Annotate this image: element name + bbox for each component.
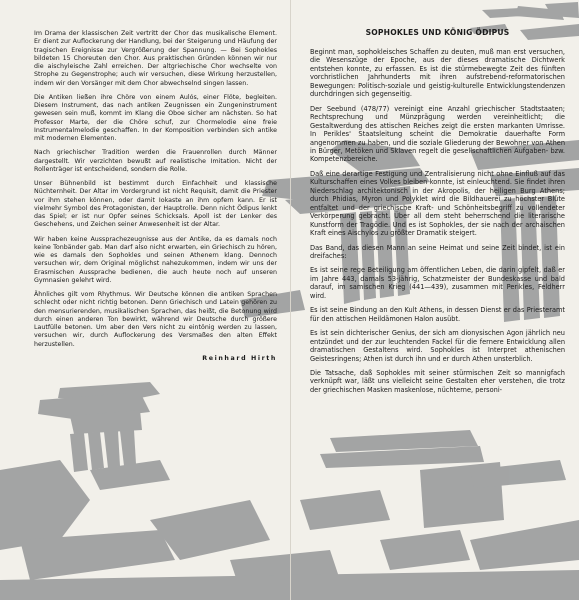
paragraph-threefold-bond: Das Band, das diesen Mann an seine Heimat und seine Zeit bindet, ist ein dreifaches: xyxy=(310,243,565,260)
paragraph-pronunciation: Wir haben keine Aussprachezeugnisse aus der Antike, da es damals noch keine Tonbänder gab. Man darf also nicht erwarten, ein Griechisch zu hören, wie es damals den Sophokles und seinen Athenern klang. Dennoch versuchen wir, dem Original möglichst nahezukommen, indem wir uns der Erasmischen Aussprache bedienen, die auch heute noch auf unseren Gymnasien gelehrt wird. xyxy=(34,235,277,284)
article-title: SOPHOKLES UND KÖNIG ÖDIPUS xyxy=(365,28,510,37)
paragraph-aulos: Die Antiken ließen ihre Chöre von einem Aulós, einer Flöte, begleiten. Diesem Instrument, das nach antiken Zeugnissen ein Zungeninstrument gewesen sein muß, kommt im Klang die Oboe sicher am nächsten. So hat Professor Marte, der die Chöre schuf, zur Chormelodie eine freie Instrumentalmelodie geschaffen. In der Komposition verbinden sich antike mit modernen Elementen. xyxy=(34,93,277,142)
paragraph-genius: Es ist sein dichterischer Genius, der sich am dionysischen Agon jährlich neu entzündet und der zur leuchtenden Fackel für die fernere Entwicklung allen dramatischen Gestaltens wird. Sophokles ist Interpret athenischen Geistesringens; Athen ist durch ihn und er durch Athen unsterblich. xyxy=(310,329,565,363)
paragraph-seebund: Der Seebund (478/77) vereinigt eine Anzahl griechischer Stadtstaaten; Rechtsprechung und Münzprägung werden vereinheitlicht; die Gestaltwerdung des attischen Reiches zeigt die ersten markanten Umrisse. In Perikles' Staatsleitung scheint die Demokratie dauerhafte Form angenommen zu haben, und die soziale Gliederung der Bewohner von Athen in Bürger, Metöken und Sklaven regelt die gesellschaftlichen Aufgaben- bzw. Kompetenzbereiche. xyxy=(310,104,565,164)
paragraph-chorus: Im Drama der klassischen Zeit vertritt der Chor das musikalische Element. Er dient zur Auflockerung der Handlung, bei der Steigerung und Häufung der tragischen Ereignisse zur Vergrößerung der Spannung. — Bei Sophokles bildeten 15 Choreuten den Chor. Aus praktischen Gründen können wir nur die aischyleische Zahl erreichen. Der altgriechische Chor wechselte von Strophe zu Gegenstrophe; auch wir versuchen, diese Wirkung herzustellen, indem wir den Vorsänger mit dem Chor abwechselnd singen lassen. xyxy=(34,30,277,87)
paragraph-public-life: Es ist seine rege Beteiligung am öffentlichen Leben, die darin gipfelt, daß er im Jahre 443, damals 53-jährig, Schatzmeister der Bundeskasse und bald darauf, im samischen Krieg (441—439), zusammen mit Perikles, Feldherr wird. xyxy=(310,266,565,300)
right-text-column xyxy=(310,48,565,400)
center-fold-line xyxy=(290,0,291,600)
left-text-column xyxy=(34,30,277,369)
paragraph-cult: Es ist seine Bindung an den Kult Athens, in dessen Dienst er das Priesteramt für den attischen Heildämonen Halon ausübt. xyxy=(310,306,565,323)
paragraph-female-roles: Nach griechischer Tradition werden die Frauenrollen durch Männer dargestellt. Wir verzichten bewußt auf realistische Imitation. Nicht der Rollenträger ist entscheidend, sondern die Rolle. xyxy=(34,149,277,173)
paragraph-characters: Die Tatsache, daß Sophokles mit seiner stürmischen Zeit so mannigfach verknüpft war, läßt uns vielleicht seine Gestalten eher verstehen, die trotz der griechischen Masken maskenlose, nüchterne, personi- xyxy=(310,368,565,394)
paragraph-culture: Daß eine derartige Festigung und Zentralisierung nicht ohne Einfluß auf das Kulturschaffen eines Volkes bleiben konnte, ist einleuchtend. Sie findet ihren Niederschlag architektonisch in der Akropolis, der heiligen Burg Athens; durch Phidias, Myron und Polyklet wird die Bildhauerei zu höchster Blüte entfaltet und der griechische Kraft- und Schönheitsbegriff zu vollendeter Verkörperung gebracht. Über all dem steht beherrschend die literarische Kunstform der Tragödie. Und es ist Sophokles, der sie nach der archaischen Kraft eines Aischylos zu größter Dramatik steigert. xyxy=(310,169,565,238)
author-signature: Reinhard Hirth xyxy=(202,354,277,362)
paragraph-rhythm: Ähnliches gilt vom Rhythmus. Wir Deutsche können die antiken Sprachen schlecht oder nicht richtig betonen. Denn Griechisch und Latein gehören zu den mensurierenden, musikalischen Sprachen, das heißt, die Betonung wird durch einen anderen Ton bewirkt, während wir Deutsche durch größere Lautfülle betonen. Um aber den Vers nicht zu eintönig werden zu lassen, versuchen wir, durch Auflockerung des Versmaßes den alten Effekt herzustellen. xyxy=(34,291,277,348)
paragraph-epoch: Beginnt man, sophokleisches Schaffen zu deuten, muß man erst versuchen, die Wesenszüge der Epoche, aus der dieses dramatische Dichtwerk entstehen konnte, zu erfassen. Es ist die stürmebewegte Zeit des fünften vorchristlichen Jahrhunderts mit ihren aufstrebend-reformatorischen Bewegungen: Politisch-soziale und geistig-kulturelle Entwicklungstendenzen durchdringen sich gegenseitig. xyxy=(310,48,565,99)
paragraph-stage-design: Unser Bühnenbild ist bestimmt durch Einfachheit und klassische Nüchternheit. Der Altar im Vordergrund ist nicht Requisit, damit die Priester vor ihm stehen können, oder damit Iokaste an ihm opfern kann. Er ist vielmehr Symbol des Protagonisten, der Hauptrolle. Denn nicht Ödipus lenkt das Spiel; er ist nur Opfer seines Schicksals. Apoll ist der Lenker des Geschehens, und Zeichen seiner Anwesenheit ist der Altar. xyxy=(34,180,277,229)
